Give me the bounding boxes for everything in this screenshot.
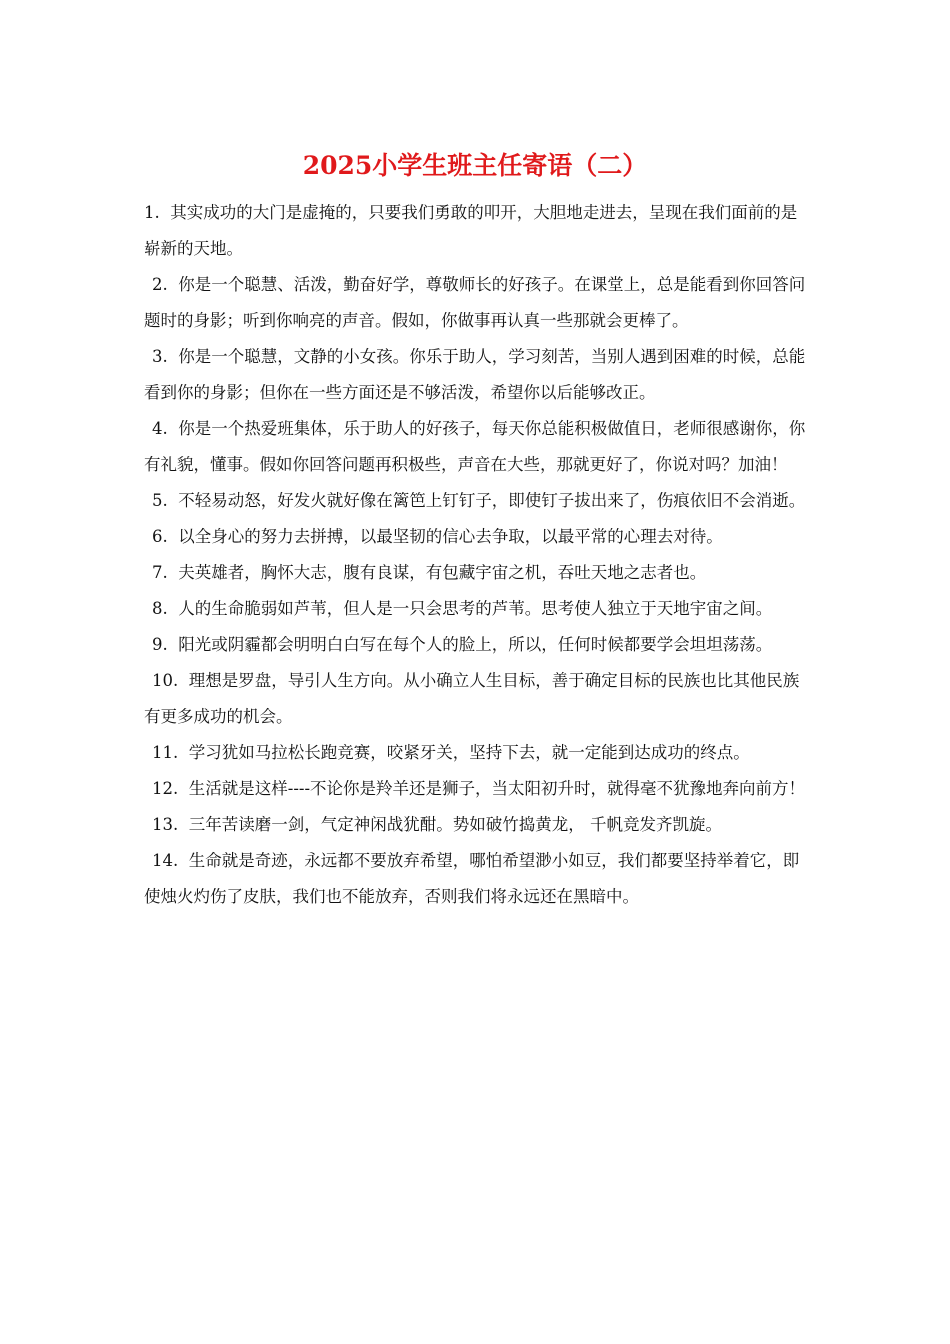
item-number: 1. <box>144 203 160 222</box>
item-number: 4. <box>152 419 168 438</box>
item-text: 三年苦读磨一剑，气定神闲战犹酣。势如破竹捣黄龙， 千帆竞发齐凯旋。 <box>188 815 722 834</box>
item-text: 学习犹如马拉松长跑竞赛，咬紧牙关，坚持下去，就一定能到达成功的终点。 <box>188 743 750 762</box>
item-text: 你是一个聪慧、活泼，勤奋好学，尊敬师长的好孩子。在课堂上，总是能看到你回答问题时的身影；听到你响亮的声音。假如，你做事再认真一些那就会更棒了。 <box>144 275 806 330</box>
item-number: 7. <box>152 563 168 582</box>
item-text: 不轻易动怒，好发火就好像在篱笆上钉钉子，即使钉子拔出来了，伤痕依旧不会消逝。 <box>178 491 806 510</box>
item-number: 2. <box>152 275 168 294</box>
item-text: 其实成功的大门是虚掩的，只要我们勇敢的叩开，大胆地走进去，呈现在我们面前的是崭新的天地。 <box>144 203 798 258</box>
item-text: 以全身心的努力去拼搏，以最坚韧的信心去争取，以最平常的心理去对待。 <box>178 527 723 546</box>
list-item <box>144 771 810 807</box>
item-number: 14. <box>152 851 179 870</box>
list-item <box>144 483 810 519</box>
list-item <box>144 807 810 843</box>
item-text: 理想是罗盘，导引人生方向。从小确立人生目标，善于确定目标的民族也比其他民族有更多成功的机会。 <box>144 671 800 726</box>
item-number: 10. <box>152 671 179 690</box>
item-text: 你是一个热爱班集体，乐于助人的好孩子，每天你总能积极做值日，老师很感谢你，你有礼貌，懂事。假如你回答问题再积极些，声音在大些，那就更好了，你说对吗？加油！ <box>144 419 806 474</box>
item-number: 5. <box>152 491 168 510</box>
item-number: 6. <box>152 527 168 546</box>
item-number: 11. <box>152 743 179 762</box>
list-item <box>144 591 810 627</box>
item-text: 阳光或阴霾都会明明白白写在每个人的脸上，所以，任何时候都要学会坦坦荡荡。 <box>178 635 773 654</box>
item-number: 3. <box>152 347 168 366</box>
item-text: 生命就是奇迹，永远都不要放弃希望，哪怕希望渺小如豆，我们都要坚持举着它，即使烛火灼伤了皮肤，我们也不能放弃，否则我们将永远还在黑暗中。 <box>144 851 800 906</box>
list-item <box>144 411 810 483</box>
list-item <box>144 627 810 663</box>
list-item <box>144 267 810 339</box>
list-item <box>144 195 810 267</box>
list-item <box>144 843 810 915</box>
list-item <box>144 663 810 735</box>
item-text: 人的生命脆弱如芦苇，但人是一只会思考的芦苇。思考使人独立于天地宇宙之间。 <box>178 599 773 618</box>
item-number: 12. <box>152 779 179 798</box>
list-item <box>144 735 810 771</box>
item-text: 生活就是这样----不论你是羚羊还是狮子，当太阳初升时，就得毫不犹豫地奔向前方！ <box>188 779 806 798</box>
item-number: 9. <box>152 635 168 654</box>
list-item <box>144 555 810 591</box>
list-item <box>144 339 810 411</box>
item-text: 夫英雄者，胸怀大志，腹有良谋，有包藏宇宙之机，吞吐天地之志者也。 <box>178 563 707 582</box>
list-item <box>144 519 810 555</box>
document-body <box>144 195 810 915</box>
item-number: 8. <box>152 599 168 618</box>
document-title: 2025小学生班主任寄语（二） <box>302 151 648 180</box>
item-number: 13. <box>152 815 179 834</box>
item-text: 你是一个聪慧，文静的小女孩。你乐于助人，学习刻苦，当别人遇到困难的时候，总能看到你的身影；但你在一些方面还是不够活泼，希望你以后能够改正。 <box>144 347 806 402</box>
